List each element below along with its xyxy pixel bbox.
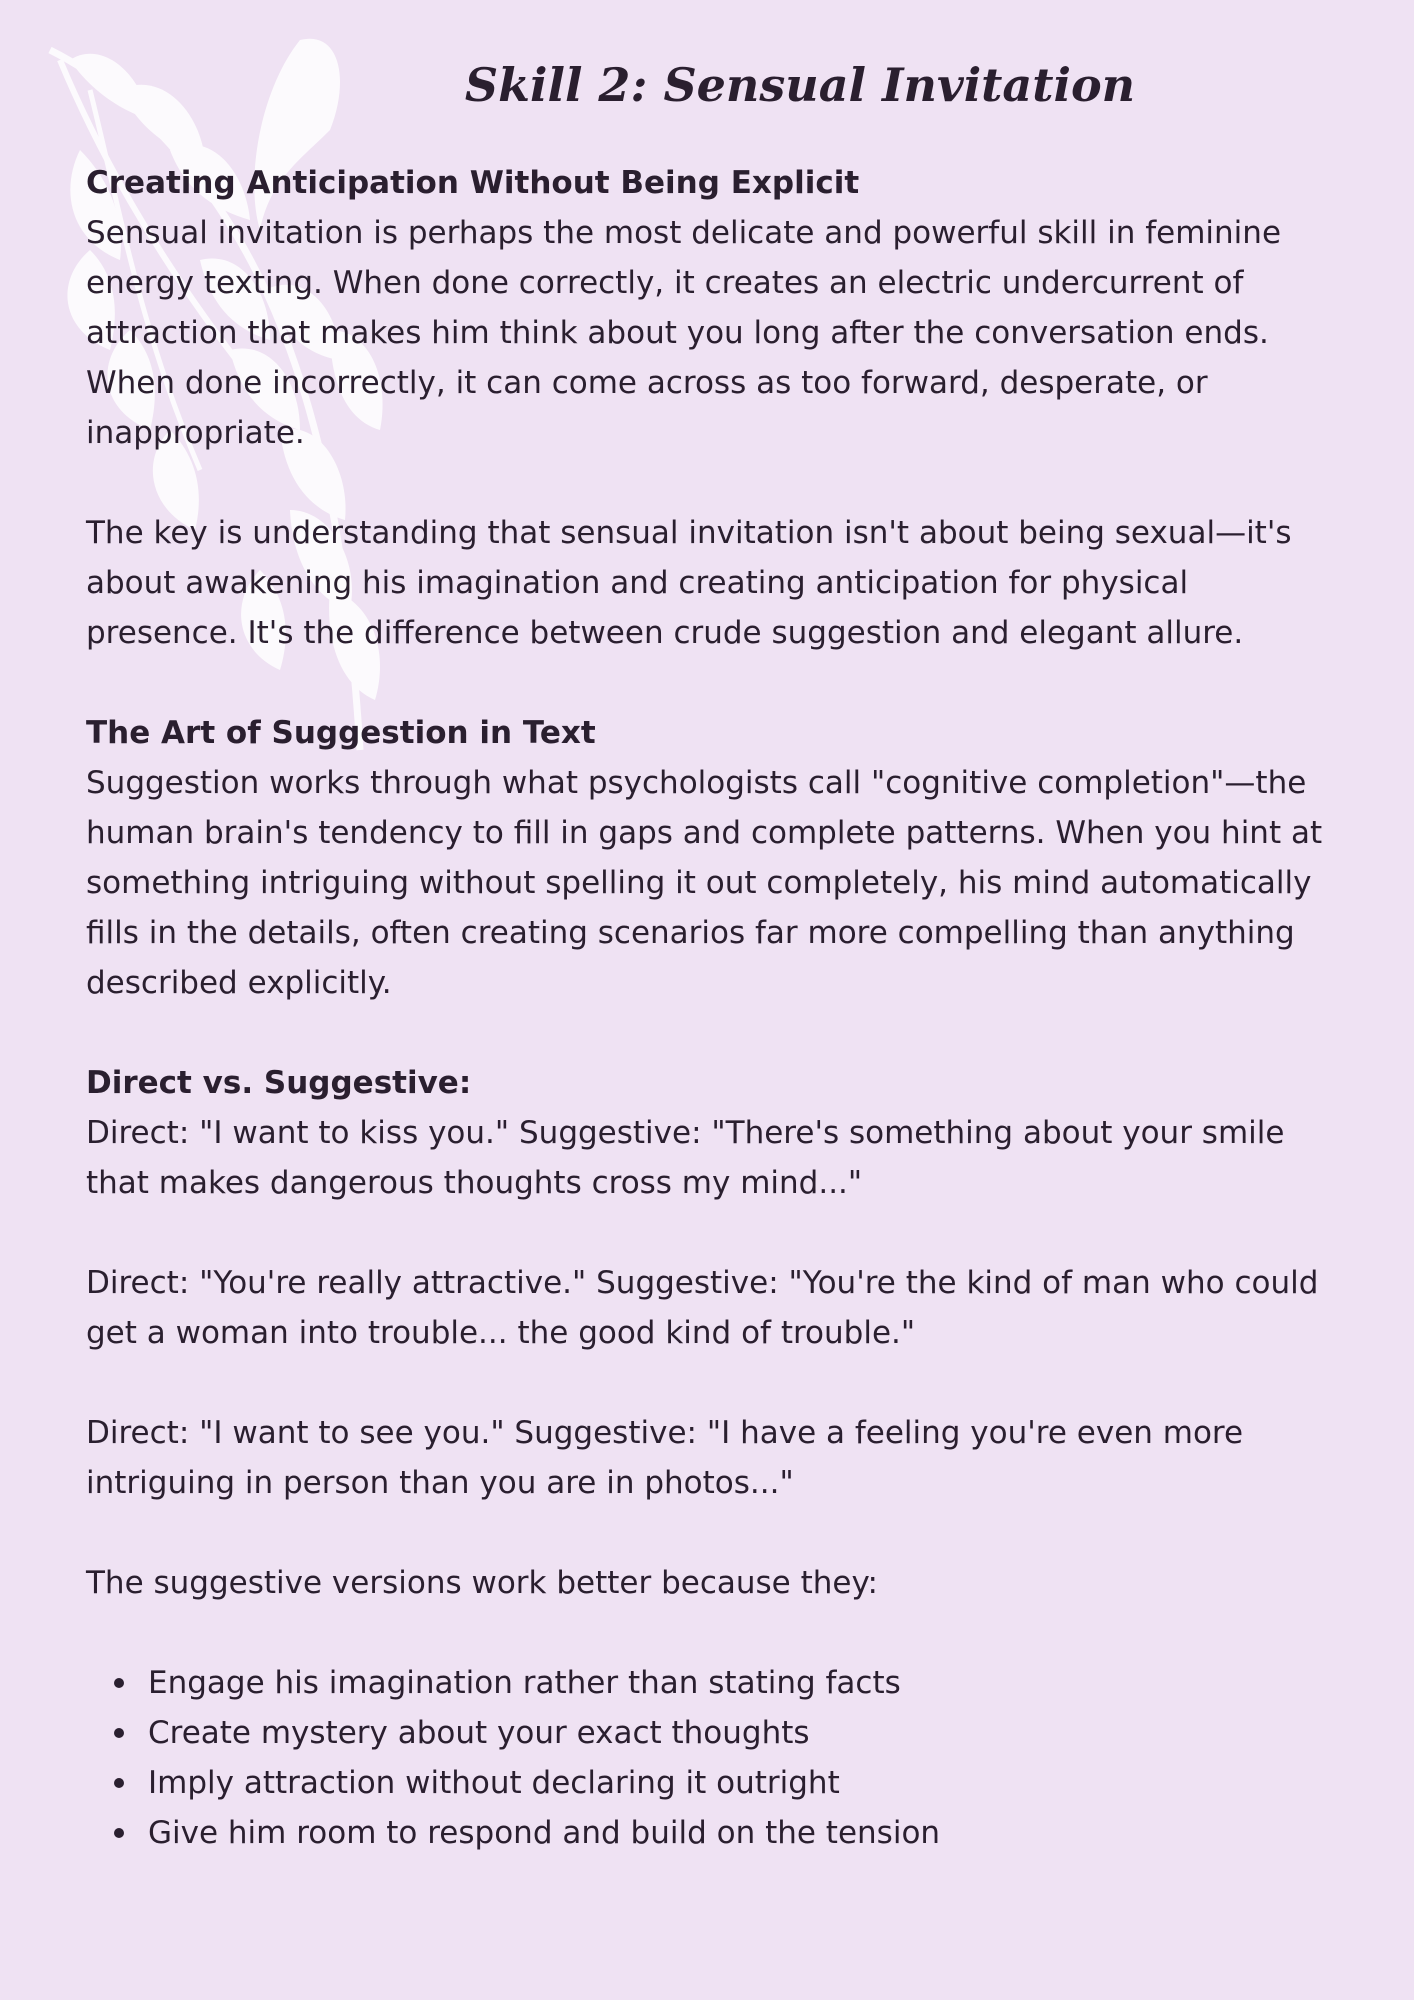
bullet-icon: [114, 1778, 124, 1788]
page-title: Skill 2: Sensual Invitation: [464, 58, 1136, 112]
example-attractive: Direct: "You're really attractive." Suggestive: "You're the kind of man who could get a woman into trouble... the good kind of trouble.": [86, 1265, 1319, 1351]
paragraph-key: The key is understanding that sensual invitation isn't about being sexual—it's about awakening his imagination and creating anticipation for physical presence. It's the difference between crude suggestion and elegant allure.: [86, 515, 1292, 651]
paragraph-intro: Sensual invitation is perhaps the most delicate and powerful skill in feminine energy texting. When done correctly, it creates an electric undercurrent of attraction that makes him think about you long after the conversation ends. When done incorrectly, it can come across as too forward, desperate, or inappropriate.: [86, 215, 1282, 451]
bullet-icon: [114, 1828, 124, 1838]
list-item: [114, 1658, 1328, 1708]
list-item: [114, 1808, 1328, 1858]
section-heading-comparison: Direct vs. Suggestive:: [86, 1065, 472, 1101]
bullet-icon: [114, 1728, 124, 1738]
example-see-you: Direct: "I want to see you." Suggestive: "I have a feeling you're even more intriguing in person than you are in photos...": [86, 1415, 1244, 1501]
summary-text: The suggestive versions work better because they:: [86, 1565, 878, 1601]
example-kiss: Direct: "I want to kiss you." Suggestive: "There's something about your smile that makes dangerous thoughts cross my mind...": [86, 1115, 1285, 1201]
paragraph-suggestion: Suggestion works through what psychologists call "cognitive completion"—the human brain's tendency to fill in gaps and complete patterns. When you hint at something intriguing without spelling it out completely, his mind automatically fills in the details, often creating scenarios far more compelling than anything described explicitly.: [86, 765, 1323, 1001]
list-item-text: Imply attraction without declaring it outright: [148, 1765, 840, 1801]
bullet-icon: [114, 1678, 124, 1688]
list-item: [114, 1758, 1328, 1808]
list-item: [114, 1708, 1328, 1758]
list-item-text: Engage his imagination rather than stating facts: [148, 1665, 901, 1701]
list-item-text: Give him room to respond and build on the tension: [148, 1815, 941, 1851]
section-heading-anticipation: Creating Anticipation Without Being Explicit: [86, 165, 860, 201]
list-item-text: Create mystery about your exact thoughts: [148, 1715, 810, 1751]
benefit-list: [86, 1658, 1328, 1858]
section-heading-suggestion: The Art of Suggestion in Text: [86, 715, 596, 751]
